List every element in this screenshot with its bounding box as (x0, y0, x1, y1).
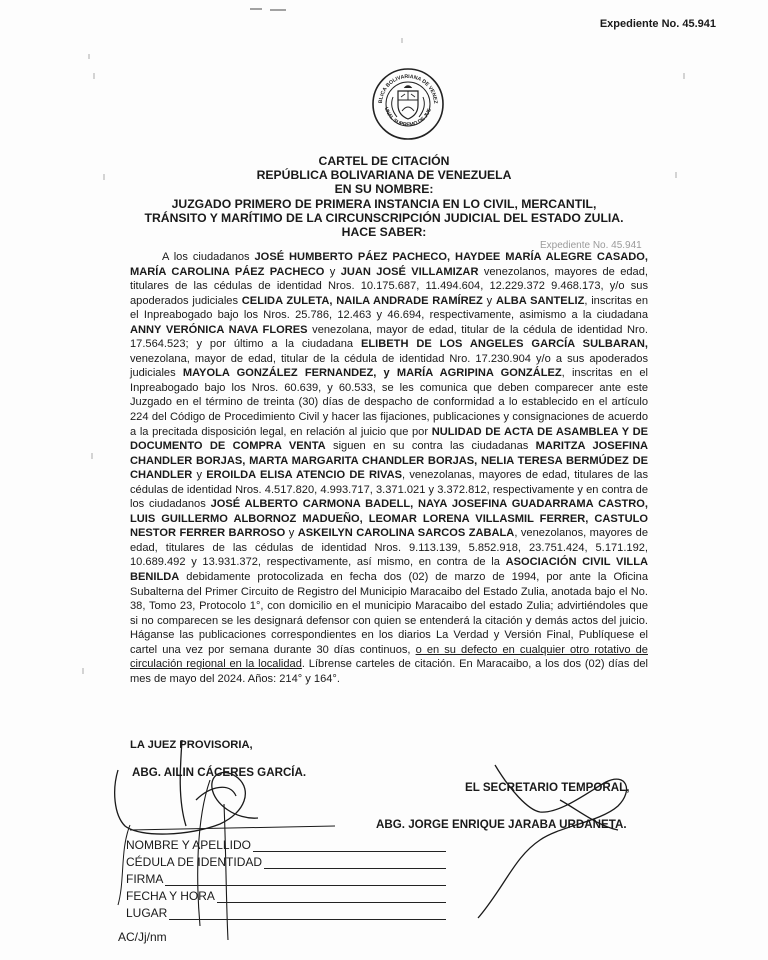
receipt-line (169, 907, 446, 920)
body-text-segment: y (285, 527, 298, 540)
title-block (120, 154, 648, 239)
body-text-segment: y (482, 294, 496, 307)
receipt-line (217, 890, 446, 903)
secretary-title: EL SECRETARIO TEMPORAL, (465, 781, 630, 794)
body-text-segment: A los ciudadanos (162, 251, 255, 263)
body-bold-segment: ALBA SANTELIZ (495, 294, 585, 307)
receipt-line (165, 873, 446, 886)
title-cartel: CARTEL DE CITACIÓN (318, 154, 450, 168)
title-juzgado-1: JUZGADO PRIMERO DE PRIMERA INSTANCIA EN LO CIVIL, MERCANTIL, (171, 196, 597, 211)
body-text-segment: venezolanos, mayores de edad, titulares de las cédulas de identidad Nros. 10.175.687, 11.494.604, 12.229.372 9.468.173, y/o sus apoderados judiciales (130, 265, 648, 307)
body-bold-segment: CELIDA ZULETA, NAILA ANDRADE RAMÍREZ (241, 294, 483, 307)
body-text-segment: , venezolanas, mayores de edad, titulares de las cédulas de identidad Nros. 4.517.820, 4.993.717, 3.371.021 y 3.372.812, respectivamente y en contra de los ciudadanos (130, 469, 649, 511)
body-text-segment: , venezolanos, mayores de edad, titulares de las cédulas de identidad Nros. 9.113.139, 5.852.918, 23.751.424, 5.171.192, 10.689.492 y 13.931.372, respectivamente, así mismo, en contra de la (130, 527, 649, 569)
body-text-segment: , inscritas en el Inpreabogado bajo los Nros. 60.639, y 60.533, se les comunica que deben comparecer ante este Juzgado en el término de treinta (30) días de despacho de conformidad a lo establecido en el artículo 224 del Código de Procedimiento Civil y hacer las fijaciones, publicaciones y consignaciones de acuerdo a la precitada disposición legal, en relación al juicio que por (130, 367, 648, 438)
receipt-row-lugar (126, 903, 446, 920)
body-underlined-segment: o en su defecto en cualquier otro rotativo de circulación regional en la localidad (130, 643, 648, 671)
body-bold-segment: MARITZA JOSEFINA CHANDLER BORJAS, MARTA MARGARITA CHANDLER BORJAS, NELIA TERESA BERMÚDEZ DE CHANDLER (130, 440, 648, 482)
body-text-segment: y (324, 265, 341, 278)
title-juzgado-2: TRÁNSITO Y MARÍTIMO DE LA CIRCUNSCRIPCIÓN JUDICIAL DEL ESTADO ZULIA. (144, 210, 624, 225)
receipt-label: FIRMA (126, 872, 164, 886)
receipt-line (253, 839, 446, 852)
court-seal-icon (371, 67, 445, 141)
body-text-segment: y (192, 469, 207, 482)
receipt-label: LUGAR (126, 906, 168, 920)
body-text-segment: siguen en su contra las ciudadanas (325, 440, 536, 453)
receipt-row-firma (126, 869, 446, 886)
body-text-segment: . Líbrense carteles de citación. En Maracaibo, a los dos (02) días del mes de mayo del 2024. Años: 214° y 164°. (130, 658, 648, 685)
expediente-number: Expediente No. 45.941 (599, 18, 716, 30)
body-text-segment: debidamente protocolizada en fecha dos (02) de marzo de 1994, por ante la Oficina Subalterna del Primer Circuito de Registro del Municipio Maracaibo del Estado Zulia, anotada bajo el No. 38, Tomo 23, Protocolo 1°, con domicilio en el municipio Maracaibo del estado Zulia; advirtiéndoles que si no comparecen se les designará defensor con quien se entenderá la citación y demás actos del juicio. Háganse las publicaciones correspondientes en los diarios La Verdad y Versión Final, Publíquese el cartel una vez por semana durante 30 días continuos, (130, 571, 648, 656)
receipt-row-cedula (126, 852, 446, 869)
receipt-label: FECHA Y HORA (126, 889, 215, 903)
seal-text-bottom: UNAL SUPREMO DE JUS (382, 106, 433, 129)
body-text-segment: venezolana, mayor de edad, titular de la cédula de identidad Nro. 17.564.523; y por último a la ciudadana (130, 323, 648, 351)
title-republica: REPÚBLICA BOLIVARIANA DE VENEZUELA (256, 168, 512, 183)
svg-text:REPÚBLICA BOLIVARIANA DE VENEZ (371, 67, 438, 105)
body-bold-segment: JOSÉ ALBERTO CARMONA BADELL, NAYA JOSEFINA GUADARRAMA CASTRO, LUIS GUILLERMO ALBORNOZ MADUEÑO, LEOMAR LORENA VILLASMIL FERRER, CASTULO NESTOR FERRER BARROSO (130, 498, 648, 540)
secretary-name: ABG. JORGE ENRIQUE JARABA URDANETA. (376, 818, 627, 831)
receipt-line (264, 856, 446, 869)
body-bold-segment: ELIBETH DE LOS ANGELES GARCÍA SULBARAN, (361, 338, 648, 351)
body-bold-segment: MAYOLA GONZÁLEZ FERNANDEZ, y MARÍA AGRIPINA GONZÁLEZ (182, 367, 562, 380)
body-bold-segment: EROILDA ELISA ATENCIO DE RIVAS (206, 469, 403, 482)
receipt-label: CÉDULA DE IDENTIDAD (126, 855, 263, 869)
body-text-segment: venezolana, mayor de edad, titular de la cédula de identidad Nro. 17.230.904 y/o a sus apoderados judiciales (130, 352, 648, 380)
body-bold-segment: ANNY VERÓNICA NAVA FLORES (130, 323, 308, 336)
reference-initials: AC/Jj/nm (118, 930, 167, 944)
body-bold-segment: ASKEILYN CAROLINA SARCOS ZABALA (297, 527, 515, 540)
receipt-row-nombre (126, 835, 446, 852)
title-hace-saber: HACE SABER: (341, 225, 427, 240)
judge-name: ABG. AILIN CÁCERES GARCÍA. (132, 766, 307, 779)
receipt-row-fecha (126, 886, 446, 903)
judge-title: LA JUEZ PROVISORIA, (130, 739, 253, 751)
body-bold-segment: JOSÉ HUMBERTO PÁEZ PACHECO, HAYDEE MARÍA ALEGRE CASADO, MARÍA CAROLINA PÁEZ PACHECO (130, 251, 648, 278)
body-bold-segment: ASOCIACIÓN CIVIL VILLA BENILDA (130, 556, 648, 584)
receipt-label: NOMBRE Y APELLIDO (126, 838, 251, 852)
faded-expediente-stamp: Expediente No. 45.941 (540, 240, 642, 251)
body-bold-segment: NULIDAD DE ACTA DE ASAMBLEA Y DE DOCUMENTO DE COMPRA VENTA (130, 425, 649, 453)
citation-paragraph (130, 250, 648, 686)
title-en-su-nombre: EN SU NOMBRE: (334, 182, 434, 197)
body-bold-segment: JUAN JOSÉ VILLAMIZAR (340, 265, 479, 278)
citation-body (130, 250, 648, 686)
seal-text-top: BLICA BOLIVARIANA DE VENEZ (377, 73, 439, 104)
body-text-segment: , inscritas en el Inpreabogado bajo los Nros. 25.786, 12.463 y 46.694, respectivamente, asimismo a la ciudadana (130, 294, 648, 322)
judge-signature-icon (115, 740, 258, 834)
receipt-form (126, 835, 446, 920)
